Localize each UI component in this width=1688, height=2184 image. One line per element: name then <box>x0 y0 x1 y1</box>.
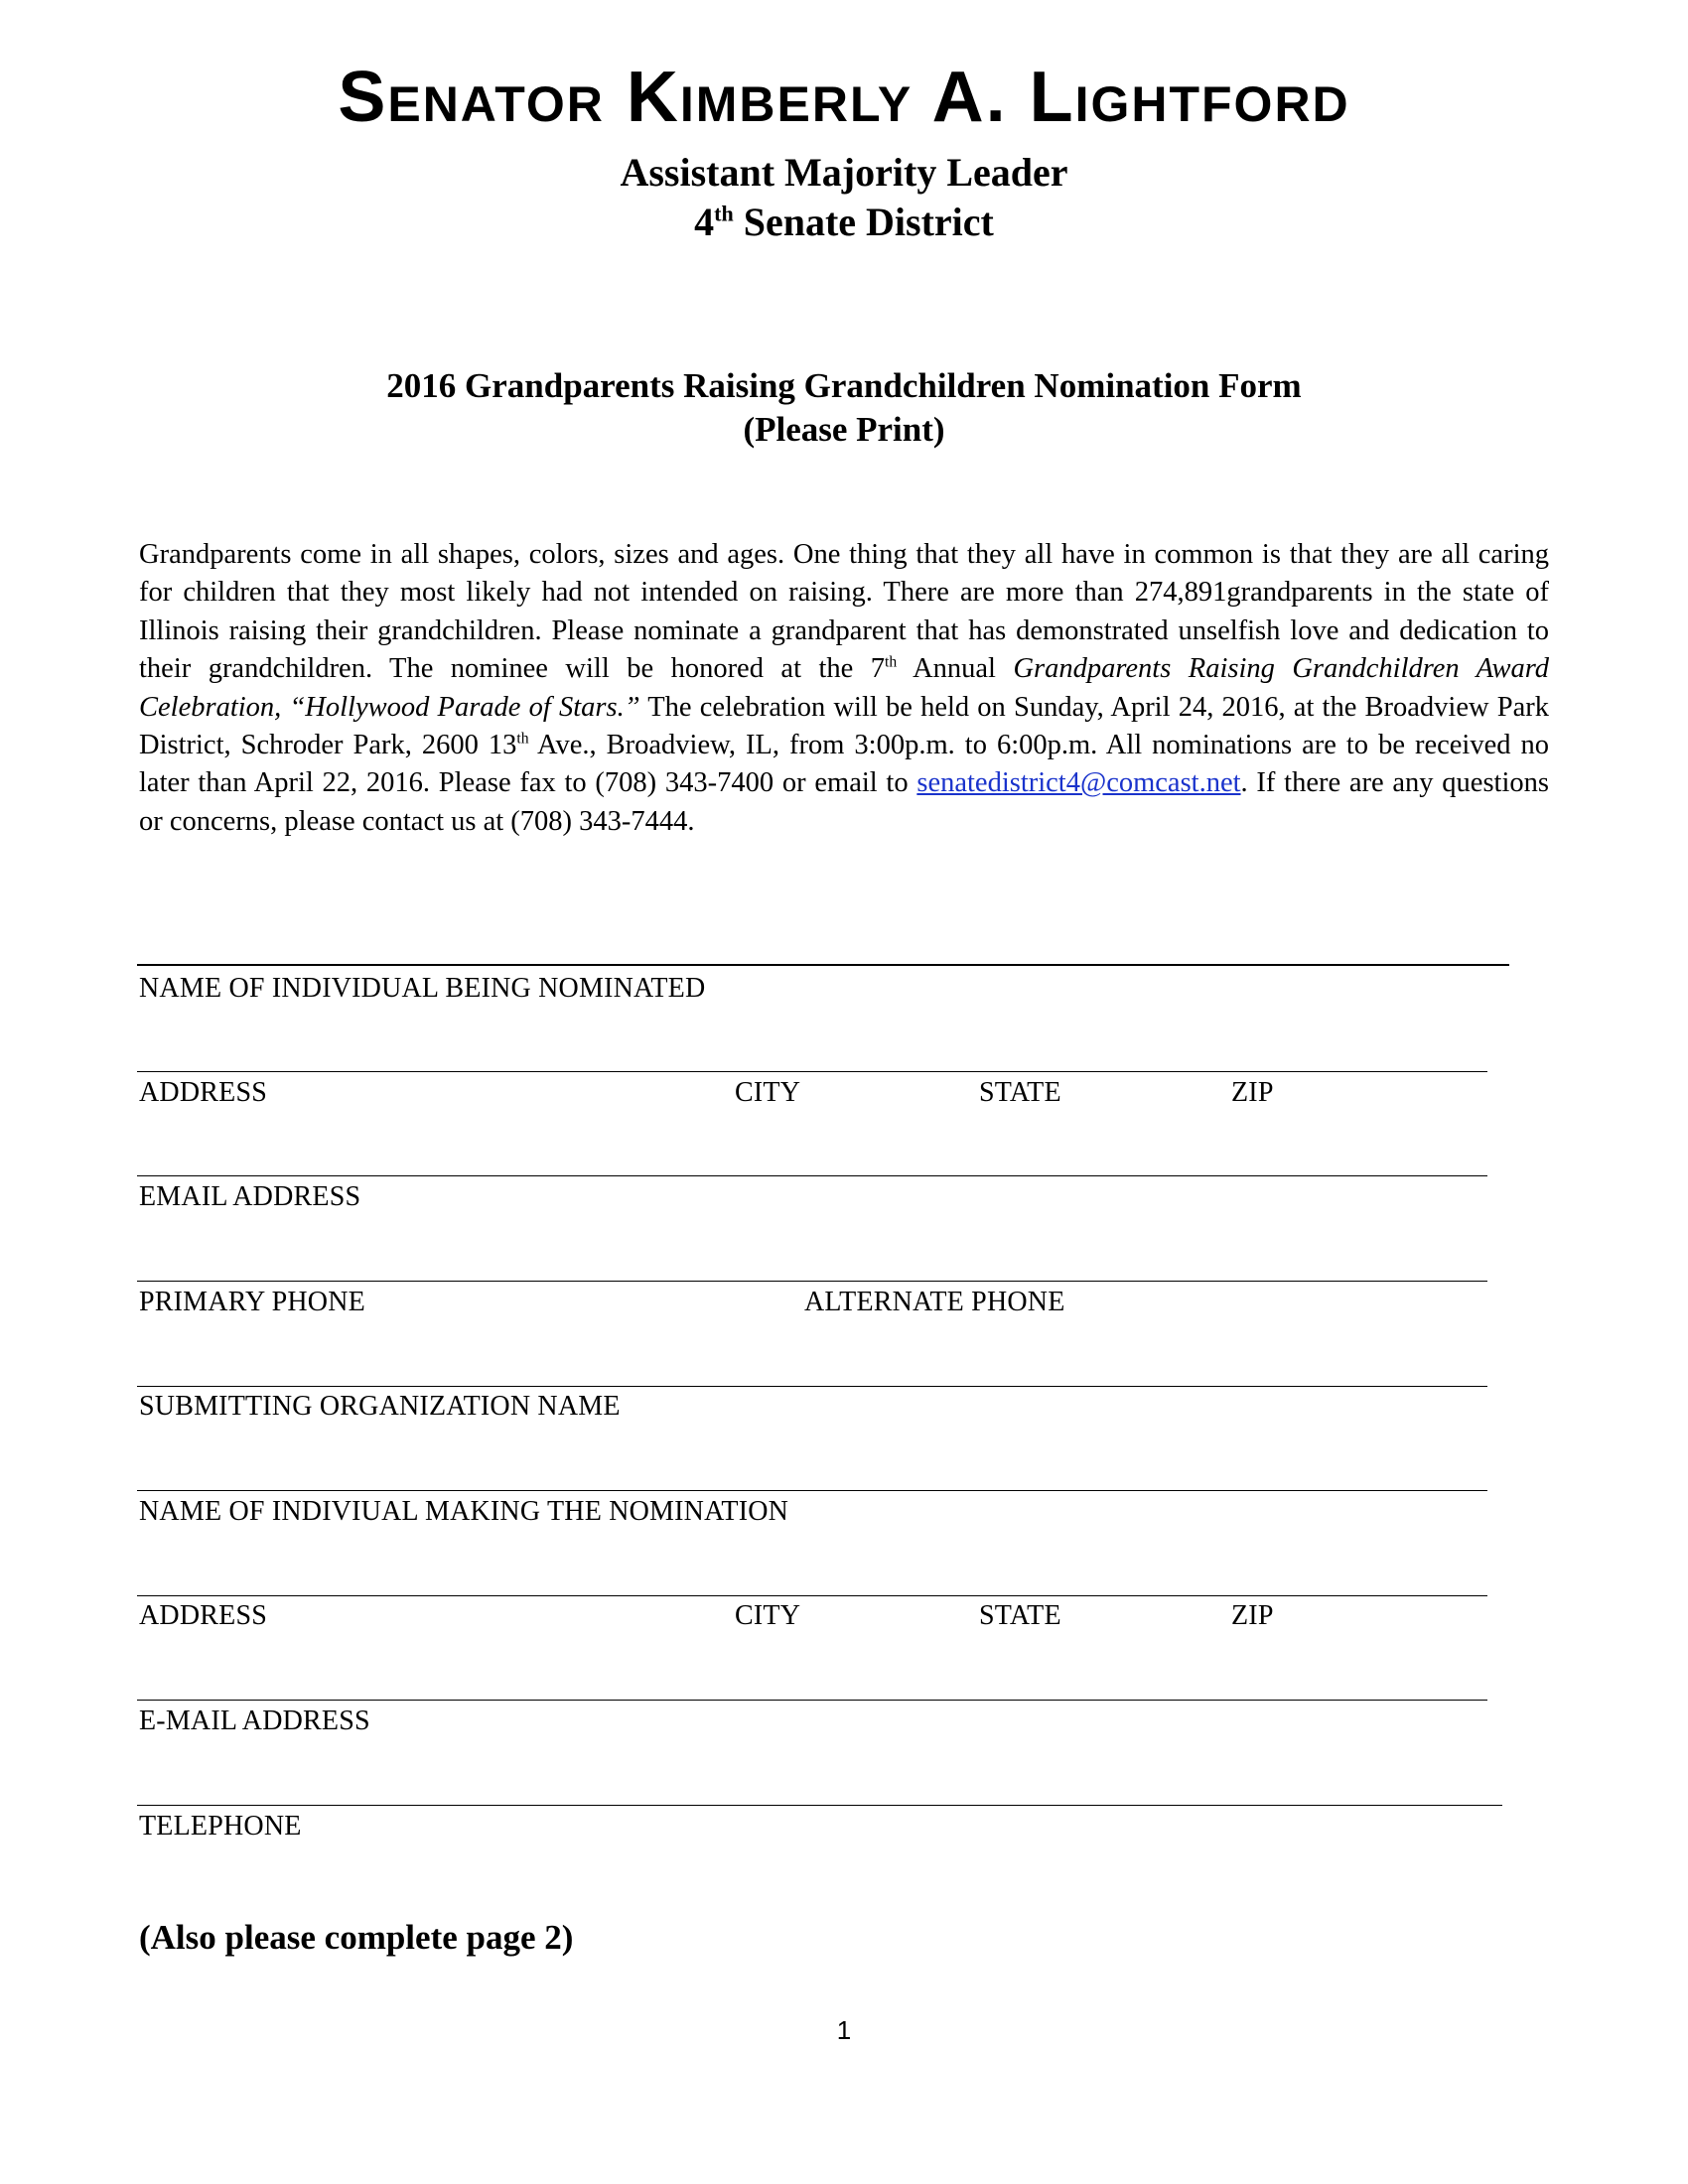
senator-name-header: Senator Kimberly A. Lightford <box>338 58 1350 137</box>
nominator-name-label: NAME OF INDIVIUAL MAKING THE NOMINATION <box>139 1496 789 1527</box>
org-name-line[interactable] <box>137 1386 1487 1387</box>
nominator-email-label: E-MAIL ADDRESS <box>139 1706 370 1736</box>
page-number: 1 <box>836 2015 852 2045</box>
district-text: Senate District <box>733 200 994 244</box>
email-label: EMAIL ADDRESS <box>139 1181 361 1212</box>
nominator-address-label: ADDRESS <box>139 1600 267 1631</box>
intro-text-2: The celebration will be held on Sunday, April 24, 2016, at the Broadview Park District, Schroder Park, 2600 13 <box>139 691 1549 761</box>
city-label: CITY <box>735 1077 801 1108</box>
telephone-line[interactable] <box>137 1805 1502 1806</box>
form-subtitle: (Please Print) <box>743 410 945 449</box>
telephone-label: TELEPHONE <box>139 1811 302 1842</box>
intro-text-3: . If there are any questions or concerns, please contact us at (708) 343-7444. <box>139 767 1549 837</box>
intro-ordinal-2: th <box>516 730 529 748</box>
primary-phone-label: PRIMARY PHONE <box>139 1287 365 1317</box>
email-link[interactable]: senatedistrict4@comcast.net <box>916 767 1241 799</box>
nominator-city-label: CITY <box>735 1600 801 1631</box>
alternate-phone-label: ALTERNATE PHONE <box>804 1287 1065 1317</box>
nominee-name-label: NAME OF INDIVIDUAL BEING NOMINATED <box>139 973 706 1004</box>
nominator-zip-label: ZIP <box>1231 1600 1274 1631</box>
email-line[interactable] <box>137 1175 1487 1176</box>
form-title: 2016 Grandparents Raising Grandchildren Nomination Form <box>386 366 1302 405</box>
intro-paragraph <box>139 536 1549 841</box>
nominator-name-line[interactable] <box>137 1490 1487 1491</box>
zip-label: ZIP <box>1231 1077 1274 1108</box>
state-label: STATE <box>979 1077 1061 1108</box>
intro-text-1: Grandparents come in all shapes, colors, sizes and ages. One thing that they all have in common is that they are all caring for children that they most likely had not intended on raising. There are more than 274,891grandparents in the state of Illinois raising their grandchildren. Please nominate a grandparent that has demonstrated unselfish love and dedication to their grandchildren. The nominee will be honored at the 7 <box>139 539 1549 685</box>
address-label: ADDRESS <box>139 1077 267 1108</box>
intro-text-2b: Ave., Broadview, IL, from 3:00p.m. to 6:00p.m. All nominations are to be received no later than April 22, 2016. Please fax to (708) 343-7400 or email to <box>139 730 1549 799</box>
org-name-label: SUBMITTING ORGANIZATION NAME <box>139 1391 621 1422</box>
nominator-email-line[interactable] <box>137 1700 1487 1701</box>
district-line <box>0 199 1688 246</box>
title-line: Assistant Majority Leader <box>620 150 1068 195</box>
nominator-address-line[interactable] <box>137 1595 1487 1596</box>
nominee-name-line[interactable] <box>137 964 1509 966</box>
event-name: Grandparents Raising Grandchildren Award Celebration, “Hollywood Parade of Stars.” <box>139 653 1550 723</box>
district-number: 4 <box>694 200 715 244</box>
district-ordinal: th <box>714 201 734 226</box>
address-line[interactable] <box>137 1071 1487 1072</box>
nominator-state-label: STATE <box>979 1600 1061 1631</box>
also-complete-note: (Also please complete page 2) <box>139 1918 574 1957</box>
intro-ordinal-1: th <box>885 653 898 671</box>
intro-text-1b: Annual <box>897 653 1014 685</box>
phone-line[interactable] <box>137 1281 1487 1282</box>
